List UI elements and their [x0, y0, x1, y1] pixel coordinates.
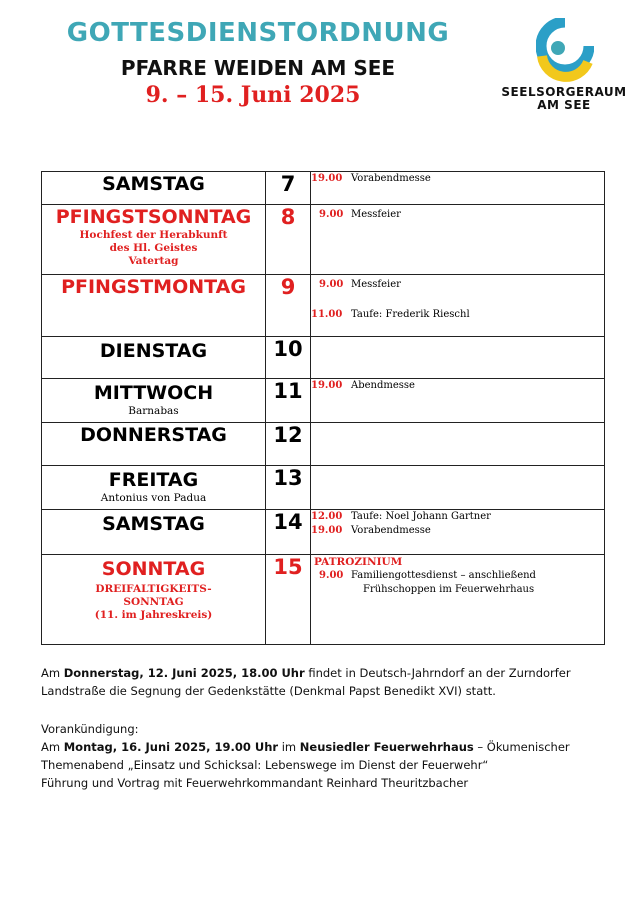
day-name: DONNERSTAG: [80, 424, 227, 446]
events-cell: [311, 337, 605, 379]
day-note: Hochfest der Herabkunft: [79, 229, 228, 241]
preview-label: Vorankündigung:: [41, 722, 139, 736]
event-line: 19.00 Vorabendmesse: [311, 173, 431, 184]
event-line: 11.00 Taufe: Frederik Rieschl: [311, 309, 470, 320]
event-line: 19.00 Abendmesse: [311, 380, 415, 391]
day-note: Vatertag: [128, 255, 179, 267]
date-range: 9. – 15. Juni 2025: [145, 82, 361, 108]
date-number: 9: [266, 275, 311, 337]
date-number: 10: [266, 337, 311, 379]
events-cell: [311, 423, 605, 466]
table-row: [42, 379, 605, 423]
table-row: [42, 172, 605, 205]
event-line: 19.00 Vorabendmesse: [311, 525, 431, 536]
event-line: 9.00 Messfeier: [319, 209, 401, 220]
events-cell: [311, 379, 605, 423]
events-cell: [311, 555, 605, 645]
date-number: 12: [266, 423, 311, 466]
table-row: [42, 205, 605, 275]
day-name: SONNTAG: [101, 558, 206, 580]
logo-text: SEELSORGERAUM AM SEE: [501, 85, 627, 112]
day-cell: [42, 275, 266, 337]
day-cell: [42, 172, 266, 205]
day-cell: [42, 205, 266, 275]
events-cell: [311, 205, 605, 275]
date-number: 15: [266, 555, 311, 645]
event-line: 9.00 Familiengottesdienst – anschließend: [319, 570, 536, 581]
day-note: Antonius von Padua: [100, 492, 207, 504]
day-name: PFINGSTMONTAG: [61, 276, 246, 298]
schedule-table: [41, 171, 605, 645]
event-line: 9.00 Messfeier: [319, 279, 401, 290]
event-line-cont: Frühschoppen im Feuerwehrhaus: [363, 584, 535, 595]
day-cell: [42, 466, 266, 510]
events-cell: [311, 510, 605, 555]
day-name: SAMSTAG: [102, 513, 205, 535]
table-row: [42, 275, 605, 337]
day-note: (11. im Jahreskreis): [94, 609, 213, 621]
day-cell: [42, 337, 266, 379]
events-cell: [311, 172, 605, 205]
day-name: MITTWOCH: [93, 382, 214, 404]
table-row: [42, 466, 605, 510]
day-note: DREIFALTIGKEITS-: [95, 583, 212, 595]
day-cell: [42, 379, 266, 423]
day-note: des Hl. Geistes: [109, 242, 198, 254]
day-name: PFINGSTSONNTAG: [55, 206, 252, 228]
day-name: FREITAG: [108, 469, 199, 491]
day-note: Barnabas: [128, 405, 179, 417]
table-row: [42, 555, 605, 645]
preview-paragraph: Vorankündigung: Am Montag, 16. Juni 2025, 19.00 Uhr im Neusiedler Feuerwehrhaus – Ökumenischer Themenabend „Einsatz und Schicksal: Lebenswege im Dienst der Feuerwehr“ Führung und Vortrag mit Feuerwehrkommandant Reinhard Theuritzbacher: [41, 722, 570, 790]
table-row: [42, 510, 605, 555]
date-number: 8: [266, 205, 311, 275]
day-note: SONNTAG: [123, 596, 184, 608]
feast-heading: PATROZINIUM: [314, 556, 403, 568]
date-number: 13: [266, 466, 311, 510]
day-cell: [42, 423, 266, 466]
date-number: 7: [266, 172, 311, 205]
date-number: 11: [266, 379, 311, 423]
seelsorgeraum-logo-icon: [536, 18, 594, 82]
events-cell: [311, 466, 605, 510]
date-number: 14: [266, 510, 311, 555]
event-line: 12.00 Taufe: Noel Johann Gartner: [311, 511, 491, 522]
parish-name: PFARRE WEIDEN AM SEE: [120, 56, 396, 80]
day-cell: [42, 555, 266, 645]
day-name: DIENSTAG: [99, 340, 208, 362]
day-cell: [42, 510, 266, 555]
page-title: GOTTESDIENSTORDNUNG: [66, 18, 450, 48]
day-name: SAMSTAG: [102, 173, 205, 195]
announcement-paragraph: Am Donnerstag, 12. Juni 2025, 18.00 Uhr findet in Deutsch-Jahrndorf an der Zurndorfer Landstraße die Segnung der Gedenkstätte (Denkmal Papst Benedikt XVI) statt.: [41, 666, 571, 698]
table-row: [42, 423, 605, 466]
events-cell: [311, 275, 605, 337]
table-row: [42, 337, 605, 379]
